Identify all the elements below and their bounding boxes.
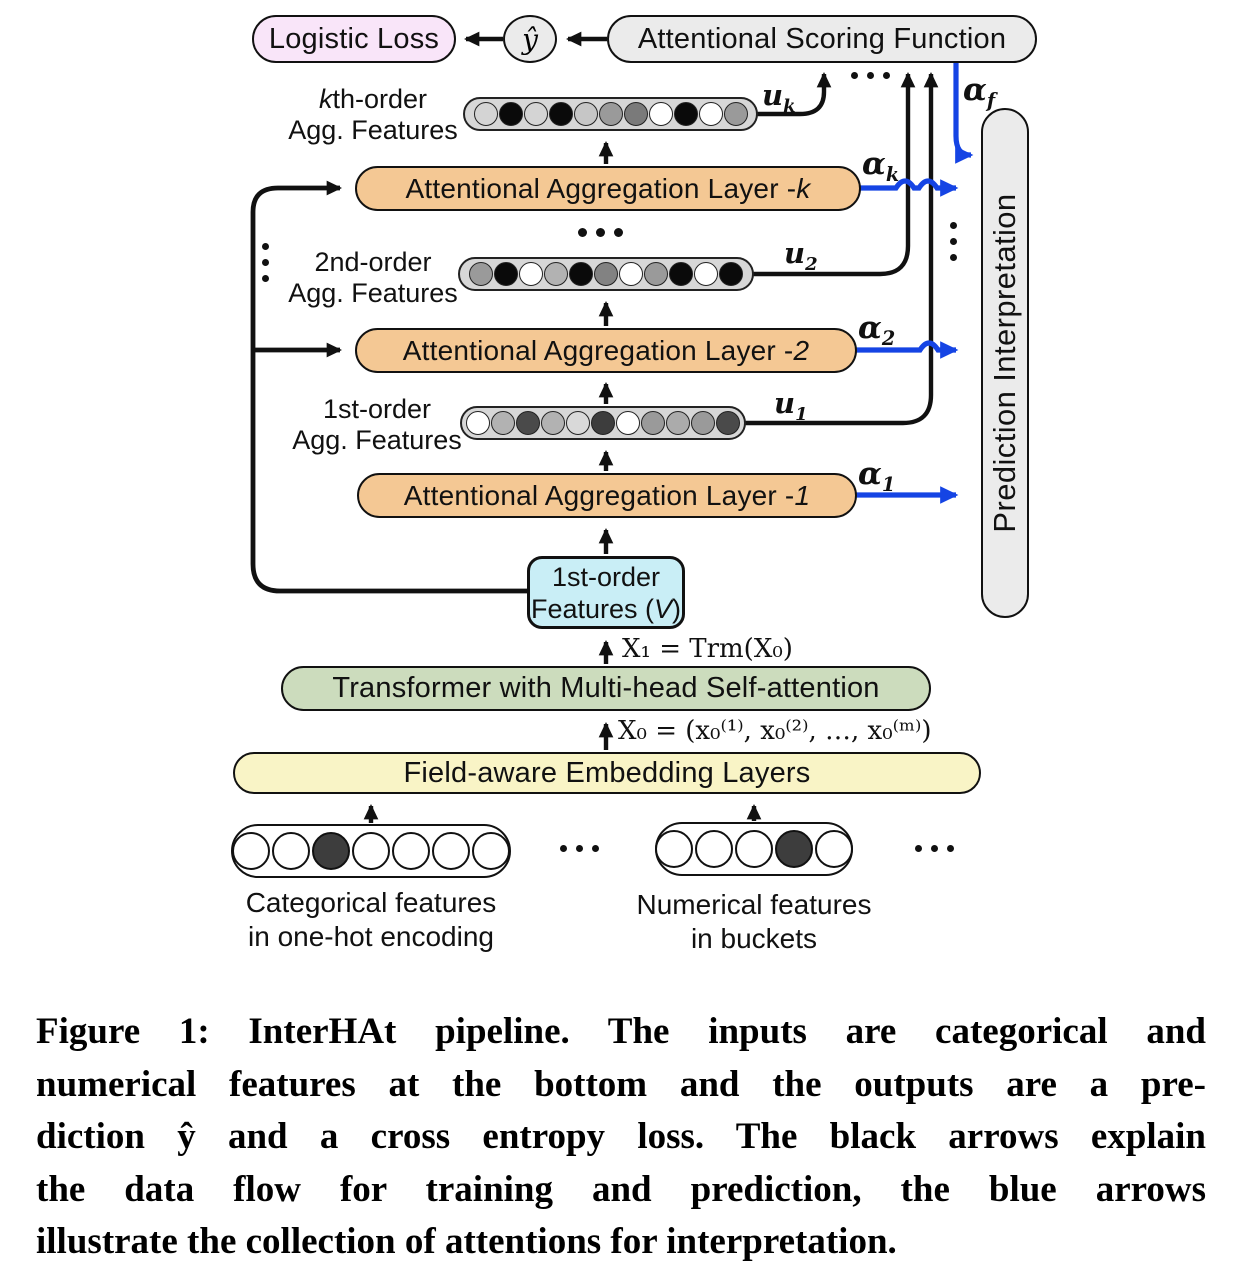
y-hat-node xyxy=(503,15,557,63)
feature-circle xyxy=(544,262,568,286)
u-1-label: $u_1$ xyxy=(774,386,808,425)
feature-circle xyxy=(491,411,515,435)
feature-circle xyxy=(232,832,270,870)
feature-circle xyxy=(566,411,590,435)
caption-line: the data flow for training and prediction, the blue arrows xyxy=(36,1168,1206,1210)
feature-circle xyxy=(519,262,543,286)
feature-circle xyxy=(616,411,640,435)
kth-order-label: kth-order Agg. Features xyxy=(288,84,458,145)
logistic-loss-label: Logistic Loss xyxy=(268,22,440,55)
horizontal-ellipsis-inputs-1 xyxy=(560,845,599,852)
attentional-aggregation-layer-2: Attentional Aggregation Layer - 2 xyxy=(355,328,857,373)
feature-circle xyxy=(599,102,623,126)
feature-circle xyxy=(494,262,518,286)
feature-circle xyxy=(469,262,493,286)
feature-circle xyxy=(272,832,310,870)
equation-x1: X₁ = Trm(X₀) xyxy=(622,634,793,664)
alpha-k-label: $\alpha_k$ xyxy=(862,146,900,187)
feature-circle xyxy=(541,411,565,435)
feature-circle xyxy=(724,102,748,126)
u-2-label: $u_2$ xyxy=(784,236,818,275)
feature-circle xyxy=(716,411,740,435)
alpha-2-label: $\alpha_2$ xyxy=(858,310,896,351)
feature-circle xyxy=(666,411,690,435)
feature-circle xyxy=(432,832,470,870)
second-order-feature-row xyxy=(458,257,754,291)
horizontal-ellipsis-top xyxy=(851,72,890,79)
feature-circle xyxy=(775,830,813,868)
feature-circle xyxy=(524,102,548,126)
attentional-aggregation-layer-1: Attentional Aggregation Layer - 1 xyxy=(357,473,857,518)
feature-circle xyxy=(719,262,743,286)
feature-circle xyxy=(694,262,718,286)
first-order-features-v-box: 1st-order Features (V) xyxy=(527,556,685,629)
feature-circle xyxy=(569,262,593,286)
feature-circle xyxy=(472,832,510,870)
alpha-f-label: $\alpha_f$ xyxy=(963,72,996,113)
y-hat-label: ŷ xyxy=(522,22,538,56)
feature-circle xyxy=(655,830,693,868)
categorical-input-row xyxy=(231,824,511,878)
feature-circle xyxy=(674,102,698,126)
feature-circle xyxy=(669,262,693,286)
feature-circle xyxy=(499,102,523,126)
feature-circle xyxy=(815,830,853,868)
feature-circle xyxy=(466,411,490,435)
equation-x0: X₀ = (x₀⁽¹⁾, x₀⁽²⁾, …, x₀⁽ᵐ⁾) xyxy=(618,716,932,746)
feature-circle xyxy=(644,262,668,286)
caption-line: Figure 1: InterHAt pipeline. The inputs are categorical and xyxy=(36,1011,1206,1052)
field-aware-embedding-box: Field-aware Embedding Layers xyxy=(233,752,981,794)
feature-circle xyxy=(591,411,615,435)
feature-circle xyxy=(619,262,643,286)
vertical-ellipsis-right xyxy=(950,222,957,261)
feature-circle xyxy=(735,830,773,868)
feature-circle xyxy=(691,411,715,435)
feature-circle xyxy=(474,102,498,126)
vertical-ellipsis-left xyxy=(262,243,269,282)
feature-circle xyxy=(695,830,733,868)
caption-line: illustrate the collection of attentions for interpretation. xyxy=(36,1221,897,1262)
feature-circle xyxy=(352,832,390,870)
feature-circle xyxy=(312,832,350,870)
prediction-interpretation-label: Prediction Interpretation xyxy=(987,193,1022,533)
second-order-label: 2nd-order Agg. Features xyxy=(288,247,458,308)
scoring-function-label: Attentional Scoring Function xyxy=(637,22,1007,55)
feature-circle xyxy=(624,102,648,126)
feature-circle xyxy=(549,102,573,126)
numerical-input-row xyxy=(655,822,853,876)
alpha-1-label: $\alpha_1$ xyxy=(858,456,896,497)
horizontal-ellipsis-layers xyxy=(578,228,623,237)
numerical-input-label: Numerical features in buckets xyxy=(636,889,872,954)
transformer-box: Transformer with Multi-head Self-attention xyxy=(281,666,931,711)
attentional-aggregation-layer-k: Attentional Aggregation Layer - k xyxy=(355,166,861,211)
kth-order-feature-row xyxy=(463,97,758,131)
first-order-label: 1st-order Agg. Features xyxy=(292,394,462,455)
caption-line: numerical features at the bottom and the outputs are a pre- xyxy=(36,1063,1206,1105)
feature-circle xyxy=(649,102,673,126)
feature-circle xyxy=(574,102,598,126)
feature-circle xyxy=(641,411,665,435)
horizontal-ellipsis-inputs-2 xyxy=(915,845,954,852)
prediction-interpretation-panel xyxy=(981,108,1029,618)
feature-circle xyxy=(699,102,723,126)
u-k-label: $u_k$ xyxy=(762,78,796,117)
feature-circle xyxy=(516,411,540,435)
categorical-input-label: Categorical features in one-hot encoding xyxy=(245,887,497,952)
feature-circle xyxy=(392,832,430,870)
feature-circle xyxy=(594,262,618,286)
attentional-scoring-function-box xyxy=(607,15,1037,63)
caption-line: diction ŷ and a cross entropy loss. The black arrows explain xyxy=(36,1116,1206,1157)
logistic-loss-box xyxy=(252,15,456,63)
first-order-feature-row xyxy=(460,406,746,440)
figure-caption xyxy=(36,1006,1206,1269)
